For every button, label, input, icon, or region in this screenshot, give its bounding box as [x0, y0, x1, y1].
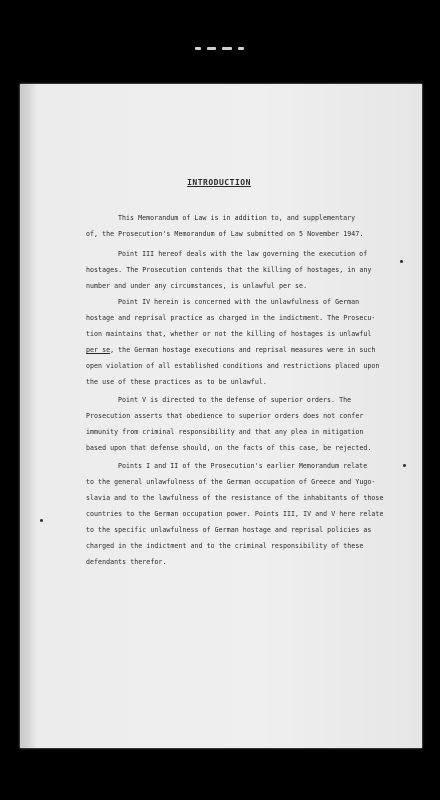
text-line: Point IV herein is concerned with the unlawfulness of German: [118, 298, 360, 306]
text-line: hostages. The Prosecution contends that the killing of hostages, in any: [86, 266, 372, 274]
text-line: immunity from criminal responsibility and that any plea in mitigation: [86, 428, 364, 436]
text-line: per se, the German hostage executions and reprisal measures were in such: [86, 346, 376, 354]
film-mark: [238, 47, 244, 50]
text-line: of, the Prosecution's Memorandum of Law submitted on 5 November 1947.: [86, 230, 364, 238]
page-left-shadow: [20, 84, 38, 748]
film-mark: [207, 47, 216, 50]
text-line: based upon that defense should, on the facts of this case, be rejected.: [86, 444, 372, 452]
film-mark: [222, 47, 232, 50]
film-mark: [195, 47, 201, 50]
scan-speck: [403, 464, 406, 467]
film-header-marks: [0, 43, 440, 57]
text-line: defendants therefor.: [86, 558, 167, 566]
text-line: tion maintains that, whether or not the killing of hostages is unlawful: [86, 330, 372, 338]
text-line: to the specific unlawfulness of German hostage and reprisal policies as: [86, 526, 372, 534]
underlined-phrase: per se: [86, 346, 111, 354]
text-line: Point III hereof deals with the law governing the execution of: [118, 250, 368, 258]
text-line: to the general unlawfulness of the German occupation of Greece and Yugo-: [86, 478, 376, 486]
text-line: Point V is directed to the defense of superior orders. The: [118, 396, 352, 404]
text-line: countries to the German occupation power. Points III, IV and V here relate: [86, 510, 384, 518]
document-title: INTRODUCTION: [187, 178, 251, 187]
text-line: charged in the indictment and to the criminal responsibility of these: [86, 542, 364, 550]
text-line: open violation of all established conditions and restrictions placed upon: [86, 362, 380, 370]
text-line: the use of these practices as to be unlawful.: [86, 378, 267, 386]
text-line: Prosecution asserts that obedience to superior orders does not confer: [86, 412, 364, 420]
text-line: Points I and II of the Prosecution's earlier Memorandum relate: [118, 462, 368, 470]
text-line: number and under any circumstances, is unlawful per se.: [86, 282, 308, 290]
text-line: This Memorandum of Law is in addition to, and supplementary: [118, 214, 356, 222]
scan-speck: [400, 260, 403, 263]
text-line: hostage and reprisal practice as charged in the indictment. The Prosecu-: [86, 314, 376, 322]
scan-speck: [40, 519, 43, 522]
text-line: slavia and to the lawfulness of the resistance of the inhabitants of those: [86, 494, 384, 502]
